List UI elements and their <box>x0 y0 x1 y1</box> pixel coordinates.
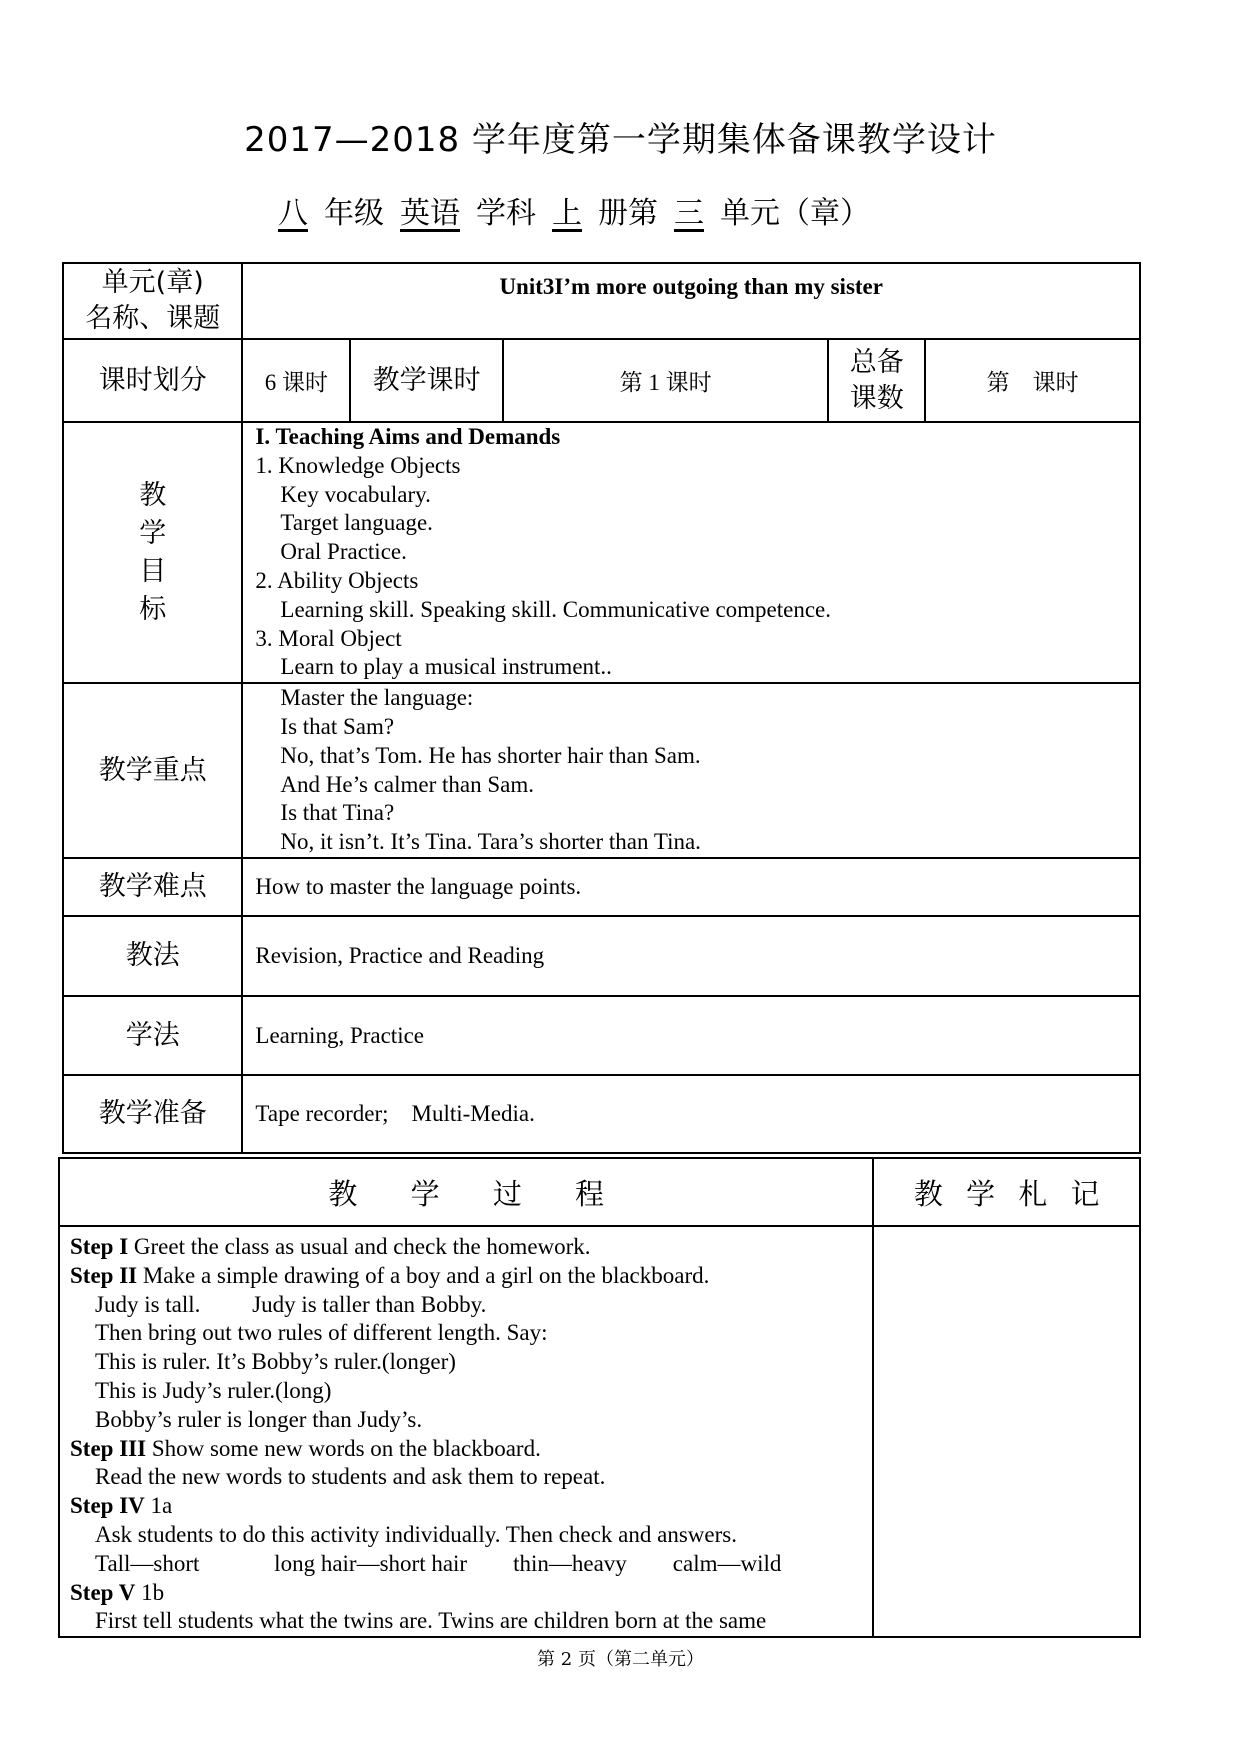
aims-label-char: 教 <box>139 479 167 511</box>
process-line: First tell students what the twins are. Twins are children born at the same <box>95 1608 767 1634</box>
unit-name-cell <box>242 263 1140 339</box>
aims-label-char: 学 <box>139 517 167 549</box>
aims-label-char: 目 <box>139 555 167 587</box>
aims-heading: I. Teaching Aims and Demands <box>255 424 561 449</box>
unit-name-label-line: 单元(章) <box>101 267 204 298</box>
total-periods-label <box>828 339 925 422</box>
process-header <box>59 1158 873 1226</box>
key-points-row <box>63 683 1140 858</box>
process-line: Ask students to do this activity individually. Then check and answers. <box>95 1521 737 1547</box>
lesson-info-table <box>62 262 1141 1154</box>
difficult-row <box>63 858 1140 916</box>
grade-label: 年级 <box>324 196 384 231</box>
aims-line: Learning skill. Speaking skill. Communicative competence. <box>280 596 832 622</box>
process-body-row <box>59 1226 1140 1637</box>
period-row <box>63 339 1140 422</box>
notes-header-text: 教 学 札 记 <box>913 1176 1100 1211</box>
unit-name-row <box>63 263 1140 339</box>
process-line: Step V 1b <box>70 1579 165 1605</box>
key-points-label: 教学重点 <box>63 683 242 858</box>
teaching-period-label: 教学课时 <box>350 339 503 422</box>
aims-line: Key vocabulary. <box>280 481 431 507</box>
aims-content <box>242 422 1140 683</box>
process-line: Judy is tall. Judy is taller than Bobby. <box>95 1291 487 1317</box>
key-point-line: And He’s calmer than Sam. <box>280 771 534 797</box>
period-value: 6 课时 <box>242 339 350 422</box>
subject-value: 英语 <box>400 196 460 231</box>
prep-value: Tape recorder; Multi-Media. <box>242 1075 1140 1153</box>
key-point-line: Is that Tina? <box>280 800 395 826</box>
process-line: Step IV 1a <box>70 1493 173 1519</box>
notes-header <box>873 1158 1140 1226</box>
process-line: Tall—short long hair—short hair thin—heavy calm—wild <box>95 1550 782 1576</box>
aims-line: 1. Knowledge Objects <box>255 452 461 478</box>
subject-label: 学科 <box>476 196 536 231</box>
total-label-line: 课数 <box>849 382 904 414</box>
difficult-value: How to master the language points. <box>242 858 1140 916</box>
volume-value: 上 <box>552 196 582 231</box>
learning-value: Learning, Practice <box>242 996 1140 1075</box>
period-label: 课时划分 <box>63 339 242 422</box>
method-row <box>63 916 1140 996</box>
aims-line: Learn to play a musical instrument.. <box>280 654 612 680</box>
learning-label: 学法 <box>63 996 242 1075</box>
teaching-period-value: 第 1 课时 <box>503 339 828 422</box>
aims-row <box>63 422 1140 683</box>
unit-name-label-line: 名称、课题 <box>85 303 221 334</box>
volume-label: 册第 <box>598 196 658 231</box>
process-line: This is Judy’s ruler.(long) <box>95 1377 332 1403</box>
total-label-line: 总备 <box>849 346 904 378</box>
process-line: Step III Show some new words on the blackboard. <box>70 1435 541 1461</box>
process-line: Bobby’s ruler is longer than Judy’s. <box>95 1406 423 1432</box>
method-value: Revision, Practice and Reading <box>242 916 1140 996</box>
method-label: 教法 <box>63 916 242 996</box>
process-header-row <box>59 1158 1140 1226</box>
learning-row <box>63 996 1140 1075</box>
aims-line: Oral Practice. <box>280 539 407 565</box>
key-point-line: No, it isn’t. It’s Tina. Tara’s shorter than Tina. <box>280 829 701 855</box>
document-subtitle <box>262 188 870 232</box>
key-point-line: No, that’s Tom. He has shorter hair than Sam. <box>280 742 701 768</box>
process-line: Read the new words to students and ask them to repeat. <box>95 1464 606 1490</box>
aims-line: 2. Ability Objects <box>255 567 419 593</box>
total-periods-value: 第 课时 <box>925 339 1140 422</box>
process-table <box>58 1157 1141 1638</box>
process-header-text: 教 学 过 程 <box>328 1176 605 1211</box>
aims-label <box>63 422 242 683</box>
process-line: Step II Make a simple drawing of a boy and a girl on the blackboard. <box>70 1262 710 1288</box>
process-line: This is ruler. It’s Bobby’s ruler.(longer) <box>95 1349 456 1375</box>
unit-name-label <box>63 263 242 339</box>
prep-row <box>63 1075 1140 1153</box>
unit-name: Unit3I’m more outgoing than my sister <box>499 274 883 299</box>
aims-line: 3. Moral Object <box>255 625 402 651</box>
aims-line: Target language. <box>280 510 433 536</box>
process-steps <box>59 1226 873 1637</box>
notes-cell <box>873 1226 1140 1637</box>
key-point-line: Is that Sam? <box>280 713 395 739</box>
page-footer: 第 2 页（第二单元） <box>537 1649 704 1670</box>
process-line: Then bring out two rules of different length. Say: <box>95 1320 548 1346</box>
prep-label: 教学准备 <box>63 1075 242 1153</box>
aims-label-char: 标 <box>139 593 167 625</box>
grade-value: 八 <box>278 196 308 231</box>
unit-label: 单元（章） <box>720 196 870 231</box>
key-point-line: Master the language: <box>280 685 474 711</box>
process-line: Step I Greet the class as usual and check the homework. <box>70 1234 591 1259</box>
key-points-content <box>242 683 1140 858</box>
unit-value: 三 <box>674 196 704 231</box>
difficult-label: 教学难点 <box>63 858 242 916</box>
document-title: 2017—2018 学年度第一学期集体备课教学设计 <box>244 120 997 160</box>
